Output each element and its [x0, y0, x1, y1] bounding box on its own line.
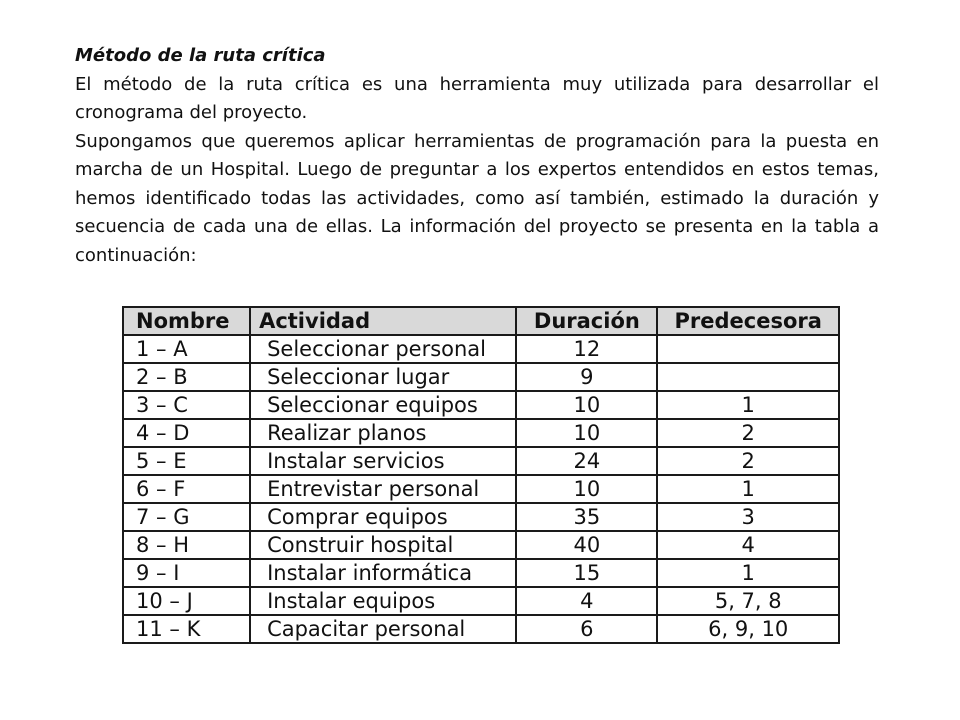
cell-activity: Seleccionar personal: [250, 335, 516, 363]
cell-name: 11 – K: [123, 615, 250, 643]
cell-name: 8 – H: [123, 531, 250, 559]
table-row: [123, 559, 839, 587]
cell-predecessor: [657, 335, 839, 363]
cell-name: 5 – E: [123, 447, 250, 475]
cell-activity: Seleccionar equipos: [250, 391, 516, 419]
intro-paragraph: El método de la ruta crítica es una herramienta muy utilizada para desarrollar el cronograma del proyecto.: [75, 73, 879, 123]
cell-predecessor: 1: [657, 559, 839, 587]
header-activity: Actividad: [250, 307, 516, 335]
context-paragraph: Supongamos que queremos aplicar herramientas de programación para la puesta en marcha de un Hospital. Luego de preguntar a los expertos entendidos en estos temas, hemos identificado todas las actividades, como así también, estimado la duración y secuencia de cada una de ellas. La información del proyecto se presenta en la tabla a continuación:: [75, 130, 879, 266]
table-row: [123, 587, 839, 615]
table-row: [123, 419, 839, 447]
cell-duration: 10: [516, 391, 657, 419]
cell-activity: Entrevistar personal: [250, 475, 516, 503]
cell-activity: Seleccionar lugar: [250, 363, 516, 391]
cell-activity: Realizar planos: [250, 419, 516, 447]
cell-name: 4 – D: [123, 419, 250, 447]
table-row: [123, 531, 839, 559]
cell-duration: 6: [516, 615, 657, 643]
header-predecessor: Predecesora: [657, 307, 839, 335]
header-duration: Duración: [516, 307, 657, 335]
table-row: [123, 363, 839, 391]
document-body: [75, 42, 879, 270]
cell-name: 9 – I: [123, 559, 250, 587]
cell-name: 10 – J: [123, 587, 250, 615]
cell-duration: 10: [516, 419, 657, 447]
cell-name: 6 – F: [123, 475, 250, 503]
cell-predecessor: 4: [657, 531, 839, 559]
cell-name: 1 – A: [123, 335, 250, 363]
cell-activity: Instalar equipos: [250, 587, 516, 615]
activities-table: [122, 306, 840, 644]
cell-activity: Construir hospital: [250, 531, 516, 559]
cell-predecessor: 1: [657, 475, 839, 503]
cell-duration: 24: [516, 447, 657, 475]
cell-name: 3 – C: [123, 391, 250, 419]
cell-predecessor: [657, 363, 839, 391]
cell-predecessor: 2: [657, 447, 839, 475]
header-name: Nombre: [123, 307, 250, 335]
table-row: [123, 475, 839, 503]
cell-name: 7 – G: [123, 503, 250, 531]
activities-table-container: [122, 306, 840, 644]
cell-activity: Instalar servicios: [250, 447, 516, 475]
table-row: [123, 335, 839, 363]
cell-predecessor: 5, 7, 8: [657, 587, 839, 615]
cell-predecessor: 1: [657, 391, 839, 419]
table-row: [123, 615, 839, 643]
cell-duration: 4: [516, 587, 657, 615]
table-header-row: [123, 307, 839, 335]
table-row: [123, 391, 839, 419]
cell-duration: 35: [516, 503, 657, 531]
table-row: [123, 447, 839, 475]
cell-predecessor: 3: [657, 503, 839, 531]
cell-duration: 9: [516, 363, 657, 391]
cell-activity: Comprar equipos: [250, 503, 516, 531]
cell-duration: 10: [516, 475, 657, 503]
cell-duration: 40: [516, 531, 657, 559]
cell-predecessor: 2: [657, 419, 839, 447]
cell-activity: Instalar informática: [250, 559, 516, 587]
cell-predecessor: 6, 9, 10: [657, 615, 839, 643]
cell-duration: 12: [516, 335, 657, 363]
cell-duration: 15: [516, 559, 657, 587]
document-title: Método de la ruta crítica: [75, 45, 326, 66]
cell-activity: Capacitar personal: [250, 615, 516, 643]
table-row: [123, 503, 839, 531]
cell-name: 2 – B: [123, 363, 250, 391]
